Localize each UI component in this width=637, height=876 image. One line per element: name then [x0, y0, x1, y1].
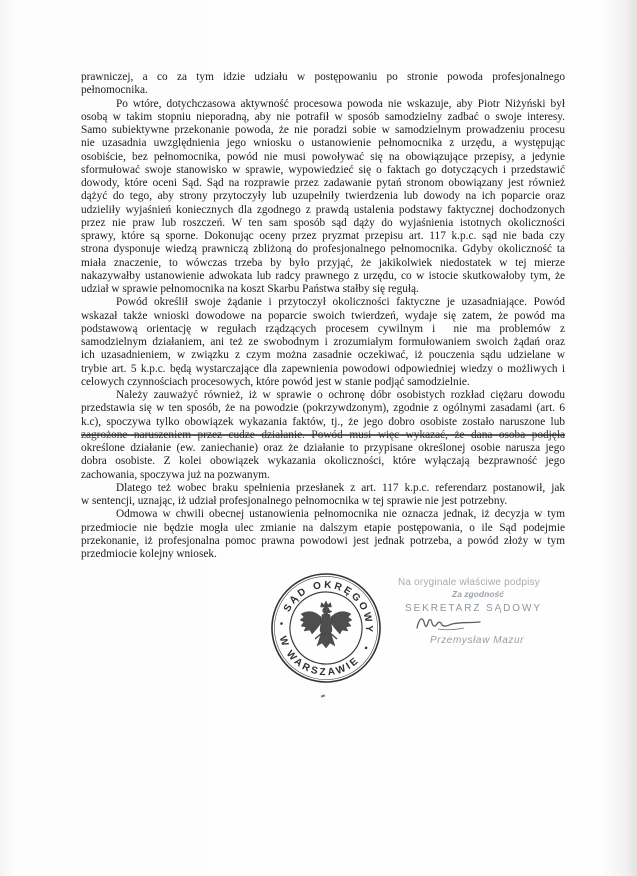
certification-conformity: Za zgodność [452, 589, 504, 599]
paragraph [81, 482, 565, 509]
text-line: samodzielnym działaniem, ani też ze swobodnym i zrozumiałym formułowaniem swoich żądań oraz [81, 336, 565, 348]
certification-line: Na oryginale właściwe podpisy [398, 577, 540, 588]
text-line: k.c), spoczywa tylko obowiązek wykazania faktów, tj., że jego dobro osobiste zostało naruszone lub [81, 415, 565, 428]
text-line: Po wtóre, dotychczasowa aktywność procesowa powoda nie wskazuje, aby Piotr Niżyński był [116, 97, 565, 110]
text-line: przedmiocie kolejny wniosek. [81, 548, 217, 560]
text-line: nie uzasadnia uwzględnienia jego wniosku o ustanowienie pełnomocnika z urzędu, a występując [81, 137, 565, 150]
text-line: prawniczej, a co za tym idzie udziału w postępowaniu po stronie powoda profesjonalnego [81, 71, 565, 83]
text-line: Dlatego też wobec braku spełnienia przesłanek z art. 117 k.p.c. referendarz postanowił, jak [116, 481, 565, 494]
text-line: podstawową orientację w regułach rządzących procesem cywilnym i nie ma problemów z [81, 322, 565, 335]
text-line: ich uzasadnieniem, w związku z czym można zasadnie oczekiwać, iż pouczenia sądu udzielane w [81, 349, 565, 362]
court-seal [268, 570, 384, 686]
text-line: Powód określił swoje żądanie i przytoczył okoliczności faktyczne je uzasadniające. Powód [116, 296, 565, 309]
paragraph [81, 389, 565, 482]
seal-top-text: SĄD OKRĘGOWY [281, 579, 375, 635]
text-line: przedmiocie nie będzie mogła ulec zmianie na dalszym etapie postępowania, o ile Sąd podejmie [81, 521, 565, 534]
text-line: określone działanie (ew. zaniechanie) oraz że działanie to przypisane określonej osobie narusza jego [81, 442, 565, 454]
text-line: zachowania, spoczywa już na pozwanym. [81, 468, 270, 481]
eagle-emblem-icon [300, 601, 352, 648]
text-line: osobiście, bez pełnomocnika, powód nie musi powoływać się na obowiązujące przepisy, a jedynie [81, 150, 565, 163]
text-line: przez nie praw lub roszczeń. W ten sam sposób sąd dąży do wyjaśnienia istotnych okoliczności [81, 216, 565, 229]
text-line: przekonanie, iż profesjonalna pomoc prawna powodowi jest jednak potrzeba, a powód złoży w tym [81, 534, 565, 547]
text-line: osobą w takim stopniu nieporadną, aby nie potrafił w sposób samodzielny zadbać o swoje interesy. [81, 110, 565, 123]
text-line: pełnomocnika. [81, 84, 148, 97]
text-line: udział w sprawie pełnomocnika na koszt Skarbu Państwa stałby się regułą. [81, 283, 419, 295]
smudged-text-line: zagrożone naruszeniem przez cudze działanie. Powód musi więc wykazać, że dana osoba podjęła [81, 428, 565, 441]
text-line: dowody, które oceni Sąd. Sąd na rozprawie przez zadawanie pytań stronom obowiązany jest również [81, 177, 565, 189]
text-line: miała znaczenie, to wówczas trzeba by było przyjąć, że jakikolwiek niedostatek w tej mierze [81, 256, 565, 269]
scan-mark [321, 694, 325, 697]
text-line: nakazywałby ustanowienie adwokata lub radcy prawnego z urzędu, co w istocie skutkowałoby tym, że [81, 269, 565, 282]
paragraph [81, 71, 565, 98]
text-line: dobra osobiste. Z kolei obowiązek wykazania okoliczności, które wyłączają bezprawność jego [81, 455, 565, 468]
text-line: Samo subiektywne przekonanie powoda, że nie poradzi sobie w samodzielnym prowadzeniu procesu [81, 124, 565, 136]
seal-bottom-text: W WARSZAWIE [276, 634, 363, 679]
text-line: Należy zauważyć również, iż w sprawie o ochronę dóbr osobistych rozkład ciężaru dowodu [116, 389, 565, 401]
signature [414, 613, 484, 635]
secretary-title: SEKRETARZ SĄDOWY [405, 603, 542, 614]
text-line: sformułować swoje stanowisko w sprawie, wypowiedzieć się o faktach go dotyczących i przedstawić [81, 163, 565, 176]
secretary-name: Przemysław Mazur [430, 635, 525, 646]
text-line: udzieliły wyjaśnień koniecznych dla zgodnego z prawdą ustalenia podstawy faktycznej dochodzonych [81, 203, 565, 216]
text-line: trybie art. 5 k.p.c. będą wystarczające dla zapewnienia powodowi odpowiedniej wiedzy o możliwych i [81, 362, 565, 375]
text-line: wskazał także wnioski dowodowe na poparcie swoich twierdzeń, wydaje się zatem, że powód ma [81, 309, 565, 322]
text-line: Odmowa w chwili obecnej ustanowienia pełnomocnika nie oznacza jednak, iż decyzja w tym [116, 508, 565, 521]
text-line: strona dysponuje wiedzą prawniczą zbliżoną do profesjonalnego pełnomocnika. Gdyby okoliczność ta [81, 243, 565, 256]
paragraph [81, 98, 565, 297]
text-line: celowych czynnościach procesowych, które powód jest w stanie podjąć samodzielnie. [81, 375, 470, 388]
text-line: dążyć do tego, aby strony przytoczyły lub uzupełniły twierdzenia lub dowody na ich poparcie oraz [81, 190, 565, 203]
paragraph [81, 296, 565, 389]
text-line: w sentencji, uznając, iż udział profesjonalnego pełnomocnika w tej sprawie nie jest potrzebny. [81, 495, 508, 507]
paragraph [81, 508, 565, 561]
text-line: sprawy, które są sporne. Dokonując oceny przez pryzmat przepisu art. 117 k.p.c. sąd nie bada czy [81, 230, 565, 242]
document-body [81, 71, 565, 561]
text-line: przedstawia się w ten sposób, że na powodzie (pokrzywdzonym), zgodnie z ogólnymi zasadami (art. 6 [81, 402, 565, 415]
